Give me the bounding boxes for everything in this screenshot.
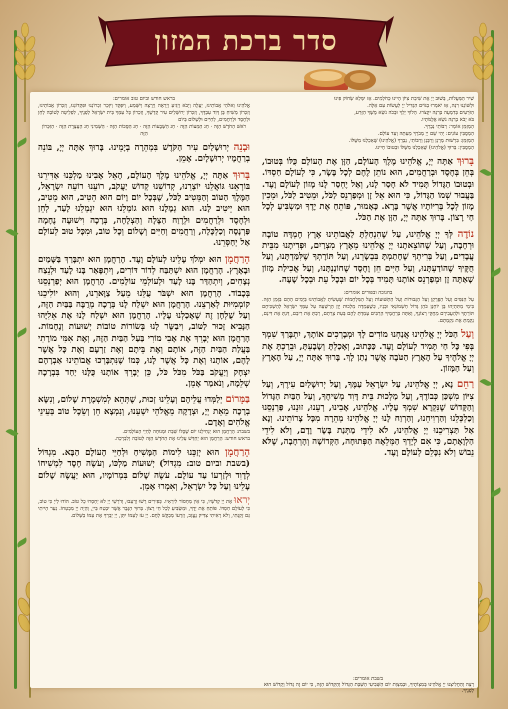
intro-line: בֹּא יָבֹא בְרִנָּה נֹשֵׂא אֲלֻמֹּתָיו.	[420, 117, 474, 123]
yaale-day: הַזִּכָּרוֹן הַזֶּה	[41, 124, 148, 137]
harachaman-section	[38, 254, 250, 391]
bamarom-section	[38, 394, 250, 429]
blessing-haaretz	[262, 229, 474, 286]
yiru-text: אֶת יְיָ קְדֹשָׁיו, כִּי אֵין מַחְסוֹר לִירֵאָיו. כְּפִירִים רָשׁוּ וְרָעֵבוּ, וְדֹרְשֵׁי יְיָ לֹא יַחְסְרוּ כָל טוֹב. הוֹדוּ לַייָ כִּי טוֹב, כִּי לְעוֹלָם חַסְדּוֹ. פּוֹתֵחַ אֶת יָדֶךָ, וּמַשְׂבִּיעַ לְכָל חַי רָצוֹן. בָּרוּךְ הַגֶּבֶר אֲשֶׁר יִבְטַח בַּייָ, וְהָיָה יְיָ מִבְטַחוֹ. נַעַר הָיִיתִי גַּם זָקַנְתִּי, וְלֹא רָאִיתִי צַדִּיק נֶעֱזָב, וְזַרְעוֹ מְבַקֶּשׁ לָחֶם. יְיָ עֹז לְעַמּוֹ יִתֵּן, יְיָ יְבָרֵךְ אֶת עַמּוֹ בַשָּׁלוֹם.	[38, 499, 250, 520]
yaale-days: רֹאשׁ הַחֹדֶשׁ הַזֶּה · חַג הַמַּצּוֹת הַזֶּה · חַג הַשָּׁבֻעוֹת הַזֶּה · חַג הַסֻּכּוֹת הַזֶּה · הַשְּׁמִינִי חַג הָעֲצֶרֶת הַזֶּה · הַזִּכָּרוֹן הַזֶּה	[41, 124, 247, 137]
yaale-day: רֹאשׁ הַחֹדֶשׁ הַזֶּה	[213, 124, 247, 130]
blessing-hatov	[38, 170, 250, 250]
zimun-line: הַמְסֻבִּין: בָּרוּךְ (אֱלֹהֵינוּ) שֶׁאָכַלְנוּ מִשֶּׁלּוֹ וּבְטוּבוֹ חָיִינוּ.	[374, 145, 474, 151]
bread-icon	[300, 60, 380, 94]
final-harachaman	[38, 447, 250, 493]
opening-word: בָּרוּךְ	[232, 169, 250, 181]
blessing-veal-hakol	[262, 329, 474, 375]
opening-word: בַּמָּרוֹם	[225, 394, 250, 406]
opening-word: נוֹדֶה	[457, 228, 474, 240]
blessing-text: הוּא יִמְלֹךְ עָלֵינוּ לְעוֹלָם וָעֶד. הָרַחֲמָן הוּא יִתְבָּרַךְ בַּשָּׁמַיִם וּבָאָרֶץ. הָרַחֲמָן הוּא יִשְׁתַּבַּח לְדוֹר דּוֹרִים, וְיִתְפָּאַר בָּנוּ לָעַד וּלְנֵצַח נְצָחִים, וְיִתְהַדַּר בָּנוּ לָעַד וּלְעוֹלְמֵי עוֹלָמִים. הָרַחֲמָן הוּא יְפַרְנְסֵנוּ בְּכָבוֹד. הָרַחֲמָן הוּא יִשְׁבֹּר עֻלֵּנוּ מֵעַל צַוָּארֵנוּ, וְהוּא יוֹלִיכֵנוּ קוֹמְמִיּוּת לְאַרְצֵנוּ. הָרַחֲמָן הוּא יִשְׁלַח לָנוּ בְּרָכָה מְרֻבָּה בַּבַּיִת הַזֶּה, וְעַל שֻׁלְחָן זֶה שֶׁאָכַלְנוּ עָלָיו. הָרַחֲמָן הוּא יִשְׁלַח לָנוּ אֶת אֵלִיָּהוּ הַנָּבִיא זָכוּר לַטּוֹב, וִיבַשֶּׂר לָנוּ בְּשׂוֹרוֹת טוֹבוֹת יְשׁוּעוֹת וְנֶחָמוֹת. הָרַחֲמָן הוּא יְבָרֵךְ אֶת אָבִי מוֹרִי בַּעַל הַבַּיִת הַזֶּה, וְאֶת אִמִּי מוֹרָתִי בַּעֲלַת הַבַּיִת הַזֶּה, אוֹתָם וְאֶת בֵּיתָם וְאֶת זַרְעָם וְאֶת כָּל אֲשֶׁר לָהֶם, אוֹתָנוּ וְאֶת כָּל אֲשֶׁר לָנוּ, כְּמוֹ שֶׁנִּתְבָּרְכוּ אֲבוֹתֵינוּ אַבְרָהָם יִצְחָק וְיַעֲקֹב בַּכֹּל מִכֹּל כֹּל, כֵּן יְבָרֵךְ אוֹתָנוּ כֻּלָּנוּ יַחַד בִּבְרָכָה שְׁלֵמָה, וְנֹאמַר אָמֵן.	[38, 254, 250, 389]
opening-word: יְראוּ	[233, 495, 250, 507]
leaf-icon	[16, 537, 29, 547]
leaf-icon	[16, 327, 29, 337]
yaale-day: חַג הַסֻּכּוֹת הַזֶּה	[109, 124, 139, 130]
opening-word: בָּרוּךְ	[456, 156, 474, 167]
section-heading: בראש חודש וביום טוב אומרים:	[112, 96, 176, 102]
intro-line: שִׁיר הַמַּעֲלוֹת, בְּשׁוּב יְיָ אֶת שִׁיבַת צִיּוֹן הָיִינוּ כְּחֹלְמִים. אָז יִמָּלֵא שְׂחוֹק פִּינוּ	[334, 96, 474, 102]
yaale-day: חַג הַמַּצּוֹת הַזֶּה	[180, 124, 209, 130]
opening-word: וּבְנֵה	[233, 142, 250, 153]
blessing-text: אַתָּה יְיָ, אֱלֹהֵינוּ מֶלֶךְ הָעוֹלָם, הַזָּן אֶת הָעוֹלָם כֻּלּוֹ בְּטוּבוֹ, בְּחֵן בְּחֶסֶד וּבְרַחֲמִים, הוּא נוֹתֵן לֶחֶם לְכָל בָּשָׂר, כִּי לְעוֹלָם חַסְדּוֹ. וּבְטוּבוֹ הַגָּדוֹל תָּמִיד לֹא חָסַר לָנוּ, וְאַל יֶחְסַר לָנוּ מָזוֹן לְעוֹלָם וָעֶד. בַּעֲבוּר שְׁמוֹ הַגָּדוֹל, כִּי הוּא אֵל זָן וּמְפַרְנֵס לַכֹּל, וּמֵטִיב לַכֹּל, וּמֵכִין מָזוֹן לְכָל בְּרִיּוֹתָיו אֲשֶׁר בָּרָא. כָּאָמוּר, פּוֹתֵחַ אֶת יָדֶךָ וּמַשְׂבִּיעַ לְכָל חַי רָצוֹן. בָּרוּךְ אַתָּה יְיָ, הַזָּן אֶת הַכֹּל.	[262, 157, 474, 224]
blessing-text: יְרוּשָׁלַיִם עִיר הַקֹּדֶשׁ בִּמְהֵרָה בְיָמֵינוּ. בָּרוּךְ אַתָּה יְיָ, בּוֹנֵה בְרַחֲמָיו יְרוּשָׁלָיִם. אָמֵן.	[38, 143, 250, 165]
blessing-text: נָא, יְיָ אֱלֹהֵינוּ, עַל יִשְׂרָאֵל עַמֶּךָ, וְעַל יְרוּשָׁלַיִם עִירֶךָ, וְעַל צִיּוֹן מִשְׁכַּן כְּבוֹדֶךָ, וְעַל מַלְכוּת בֵּית דָּוִד מְשִׁיחֶךָ, וְעַל הַבַּיִת הַגָּדוֹל וְהַקָּדוֹשׁ שֶׁנִּקְרָא שִׁמְךָ עָלָיו. אֱלֹהֵינוּ, אָבִינוּ, רְעֵנוּ, זוּנֵנוּ, פַּרְנְסֵנוּ וְכַלְכְּלֵנוּ וְהַרְוִיחֵנוּ, וְהַרְוַח לָנוּ יְיָ אֱלֹהֵינוּ מְהֵרָה מִכָּל צָרוֹתֵינוּ. וְנָא אַל תַּצְרִיכֵנוּ יְיָ אֱלֹהֵינוּ, לֹא לִידֵי מַתְּנַת בָּשָׂר וָדָם, וְלֹא לִידֵי הַלְוָאָתָם, כִּי אִם לְיָדְךָ הַמְּלֵאָה הַפְּתוּחָה, הַקְּדוֹשָׁה וְהָרְחָבָה, שֶׁלֹּא נֵבוֹשׁ וְלֹא נִכָּלֵם לְעוֹלָם וָעֶד.	[262, 380, 474, 459]
blessing-rachem	[262, 379, 474, 459]
yaale-day: חַג הַשָּׁבֻעוֹת הַזֶּה	[143, 124, 176, 130]
shabbat-insert	[262, 676, 474, 694]
blessing-uvne	[38, 142, 250, 166]
opening-word: רַחֵם	[456, 379, 475, 391]
yaale-day: הַשְּׁמִינִי חַג הָעֲצֶרֶת הַזֶּה	[59, 124, 105, 130]
blessing-text: אַתָּה יְיָ, אֱלֹהֵינוּ מֶלֶךְ הָעוֹלָם, הָאֵל אָבִינוּ מַלְכֵּנוּ אַדִּירֵנוּ בּוֹרְאֵנוּ גּוֹאֲלֵנוּ יוֹצְרֵנוּ, קְדוֹשֵׁנוּ קְדוֹשׁ יַעֲקֹב, רוֹעֵנוּ רוֹעֵה יִשְׂרָאֵל, הַמֶּלֶךְ הַטּוֹב וְהַמֵּטִיב לַכֹּל, שֶׁבְּכָל יוֹם וָיוֹם הוּא הֵטִיב, הוּא מֵטִיב, הוּא יֵיטִיב לָנוּ. הוּא גְמָלָנוּ הוּא גוֹמְלֵנוּ הוּא יִגְמְלֵנוּ לָעַד, לְחֵן וּלְחֶסֶד וּלְרַחֲמִים וּלְרֶוַח הַצָּלָה וְהַצְלָחָה, בְּרָכָה וִישׁוּעָה נֶחָמָה פַּרְנָסָה וְכַלְכָּלָה, וְרַחֲמִים וְחַיִּים וְשָׁלוֹם וְכָל טוֹב, וּמִכָּל טוּב לְעוֹלָם אַל יְחַסְּרֵנוּ.	[38, 170, 250, 249]
right-column	[262, 96, 474, 460]
zimun-line: הַמְזַמֵּן: בִּרְשׁוּת מָרָנָן וְרַבָּנָן וְרַבּוֹתַי, נְבָרֵךְ (אֱלֹהֵינוּ) שֶׁאָכַלְנוּ מִשֶּׁלּוֹ.	[348, 138, 474, 144]
zimun-line: הַמְסֻבִּין עוֹנִים: יְהִי שֵׁם יְיָ מְבֹרָךְ מֵעַתָּה וְעַד עוֹלָם.	[377, 131, 474, 137]
intro-line: וּלְשׁוֹנֵנוּ רִנָּה, אָז יֹאמְרוּ בַגּוֹיִם הִגְדִּיל יְיָ לַעֲשׂוֹת עִם אֵלֶּה.	[367, 103, 474, 109]
yaale-text: אֱלֹהֵינוּ וֵאלֹהֵי אֲבוֹתֵינוּ, יַעֲלֶה וְיָבֹא וְיַגִּיעַ וְיֵרָאֶה וְיֵרָצֶה וְיִשָּׁמַע, וְיִפָּקֵד וְיִזָּכֵר זִכְרוֹנֵנוּ וּפִקְדוֹנֵנוּ, וְזִכְרוֹן אֲבוֹתֵינוּ, וְזִכְרוֹן מָשִׁיחַ בֶּן דָּוִד עַבְדֶּךָ, וְזִכְרוֹן יְרוּשָׁלַיִם עִיר קָדְשֶׁךָ, וְזִכְרוֹן כָּל עַמְּךָ בֵּית יִשְׂרָאֵל לְפָנֶיךָ, לִפְלֵיטָה לְטוֹבָה לְחֵן וּלְחֶסֶד וּלְרַחֲמִים, לְחַיִּים וּלְשָׁלוֹם בְּיוֹם	[38, 103, 250, 123]
intro-line: הַזֹּרְעִים בְּדִמְעָה בְּרִנָּה יִקְצֹרוּ. הָלוֹךְ יֵלֵךְ וּבָכֹה נֹשֵׂא מֶשֶׁךְ הַזָּרַע,	[354, 110, 474, 116]
blessing-hazan	[262, 156, 474, 225]
section-heading: בשבת אומרים:	[353, 676, 383, 682]
leaf-icon	[16, 137, 29, 147]
opening-word: הָרַחֲמָן	[224, 253, 250, 265]
blessing-text: הוּא יְזַכֵּנוּ לִימוֹת הַמָּשִׁיחַ וּלְחַיֵּי הָעוֹלָם הַבָּא. מִגְדּוֹל (בשבת וביום טוב: מִגְדּוֹל) יְשׁוּעוֹת מַלְכּוֹ, וְעֹשֶׂה חֶסֶד לִמְשִׁיחוֹ לְדָוִד וּלְזַרְעוֹ עַד עוֹלָם. עֹשֶׂה שָׁלוֹם בִּמְרוֹמָיו, הוּא יַעֲשֶׂה שָׁלוֹם עָלֵינוּ וְעַל כָּל יִשְׂרָאֵל, וְאִמְרוּ אָמֵן.	[38, 448, 250, 493]
al-hanisim-text: עַל הַנִּסִּים וְעַל הַפֻּרְקָן וְעַל הַגְּבוּרוֹת וְעַל הַתְּשׁוּעוֹת וְעַל הַמִּלְחָמוֹת שֶׁעָשִׂיתָ לַאֲבוֹתֵינוּ בַּיָּמִים הָהֵם בַּזְּמַן הַזֶּה. בִּימֵי מַתִּתְיָהוּ בֶּן יוֹחָנָן כֹּהֵן גָּדוֹל חַשְׁמוֹנָאִי וּבָנָיו, כְּשֶׁעָמְדָה מַלְכוּת יָוָן הָרְשָׁעָה עַל עַמְּךָ יִשְׂרָאֵל לְהַשְׁכִּיחָם תּוֹרָתֶךָ וּלְהַעֲבִירָם מֵחֻקֵּי רְצוֹנֶךָ, וְאַתָּה בְּרַחֲמֶיךָ הָרַבִּים עָמַדְתָּ לָהֶם בְּעֵת צָרָתָם, רַבְתָּ אֶת רִיבָם, דַּנְתָּ אֶת דִּינָם, נָקַמְתָּ אֶת נִקְמָתָם.	[262, 297, 474, 325]
blessing-text: הַכֹּל יְיָ אֱלֹהֵינוּ אֲנַחְנוּ מוֹדִים לָךְ וּמְבָרְכִים אוֹתָךְ, יִתְבָּרַךְ שִׁמְךָ בְּפִי כָּל חַי תָּמִיד לְעוֹלָם וָעֶד. כַּכָּתוּב, וְאָכַלְתָּ וְשָׂבָעְתָּ, וּבֵרַכְתָּ אֶת יְיָ אֱלֹהֶיךָ עַל הָאָרֶץ הַטֹּבָה אֲשֶׁר נָתַן לָךְ. בָּרוּךְ אַתָּה יְיָ, עַל הָאָרֶץ וְעַל הַמָּזוֹן.	[262, 330, 474, 375]
page-title: סדר ברכת המזון	[154, 26, 338, 57]
yiru-section	[38, 497, 250, 520]
shabbat-text: רְצֵה וְהַחֲלִיצֵנוּ יְיָ אֱלֹהֵינוּ בְּמִצְוֹתֶיךָ, וּבְמִצְוַת יוֹם הַשְּׁבִיעִי הַשַּׁבָּת הַגָּדוֹל וְהַקָּדוֹשׁ הַזֶּה, כִּי יוֹם זֶה גָּדוֹל וְקָדוֹשׁ הוּא לְפָנֶיךָ.	[263, 682, 474, 694]
special-line: בראש חודש: הָרַחֲמָן הוּא יְחַדֵּשׁ עָלֵינוּ אֶת הַחֹדֶשׁ הַזֶּה לְטוֹבָה וְלִבְרָכָה.	[114, 436, 250, 443]
opening-word: הָרַחֲמָן	[224, 447, 250, 459]
left-column	[38, 96, 250, 520]
opening-word: וְעַל	[461, 329, 474, 341]
special-line: בשבת: הָרַחֲמָן הוּא יַנְחִילֵנוּ יוֹם שֶׁכֻּלּוֹ שַׁבָּת וּמְנוּחָה לְחַיֵּי הָעוֹלָמִים.	[122, 429, 250, 436]
zimun-line: הַמְזַמֵּן אוֹמֵר: רַבּוֹתַי נְבָרֵךְ.	[423, 124, 474, 130]
section-heading: בחנוכה ובפורים אומרים:	[343, 290, 393, 297]
blessing-text: יְלַמְּדוּ עֲלֵיהֶם וְעָלֵינוּ זְכוּת, שֶׁתְּהֵא לְמִשְׁמֶרֶת שָׁלוֹם, וְנִשָּׂא בְרָכָה מֵאֵת יְיָ, וּצְדָקָה מֵאֱלֹהֵי יִשְׁעֵנוּ, וְנִמְצָא חֵן וְשֵׂכֶל טוֹב בְּעֵינֵי אֱלֹהִים וְאָדָם.	[38, 395, 250, 428]
blessing-text: לְּךָ יְיָ אֱלֹהֵינוּ, עַל שֶׁהִנְחַלְתָּ לַאֲבוֹתֵינוּ אֶרֶץ חֶמְדָּה טוֹבָה וּרְחָבָה, וְעַל שֶׁהוֹצֵאתָנוּ יְיָ אֱלֹהֵינוּ מֵאֶרֶץ מִצְרַיִם, וּפְדִיתָנוּ מִבֵּית עֲבָדִים, וְעַל בְּרִיתְךָ שֶׁחָתַמְתָּ בִּבְשָׂרֵנוּ, וְעַל תּוֹרָתְךָ שֶׁלִּמַּדְתָּנוּ, וְעַל חֻקֶּיךָ שֶׁהוֹדַעְתָּנוּ, וְעַל חַיִּים חֵן וָחֶסֶד שֶׁחוֹנַנְתָּנוּ, וְעַל אֲכִילַת מָזוֹן שָׁאַתָּה זָן וּמְפַרְנֵס אוֹתָנוּ תָּמִיד בְּכָל יוֹם וּבְכָל עֵת וּבְכָל שָׁעָה.	[262, 229, 474, 285]
